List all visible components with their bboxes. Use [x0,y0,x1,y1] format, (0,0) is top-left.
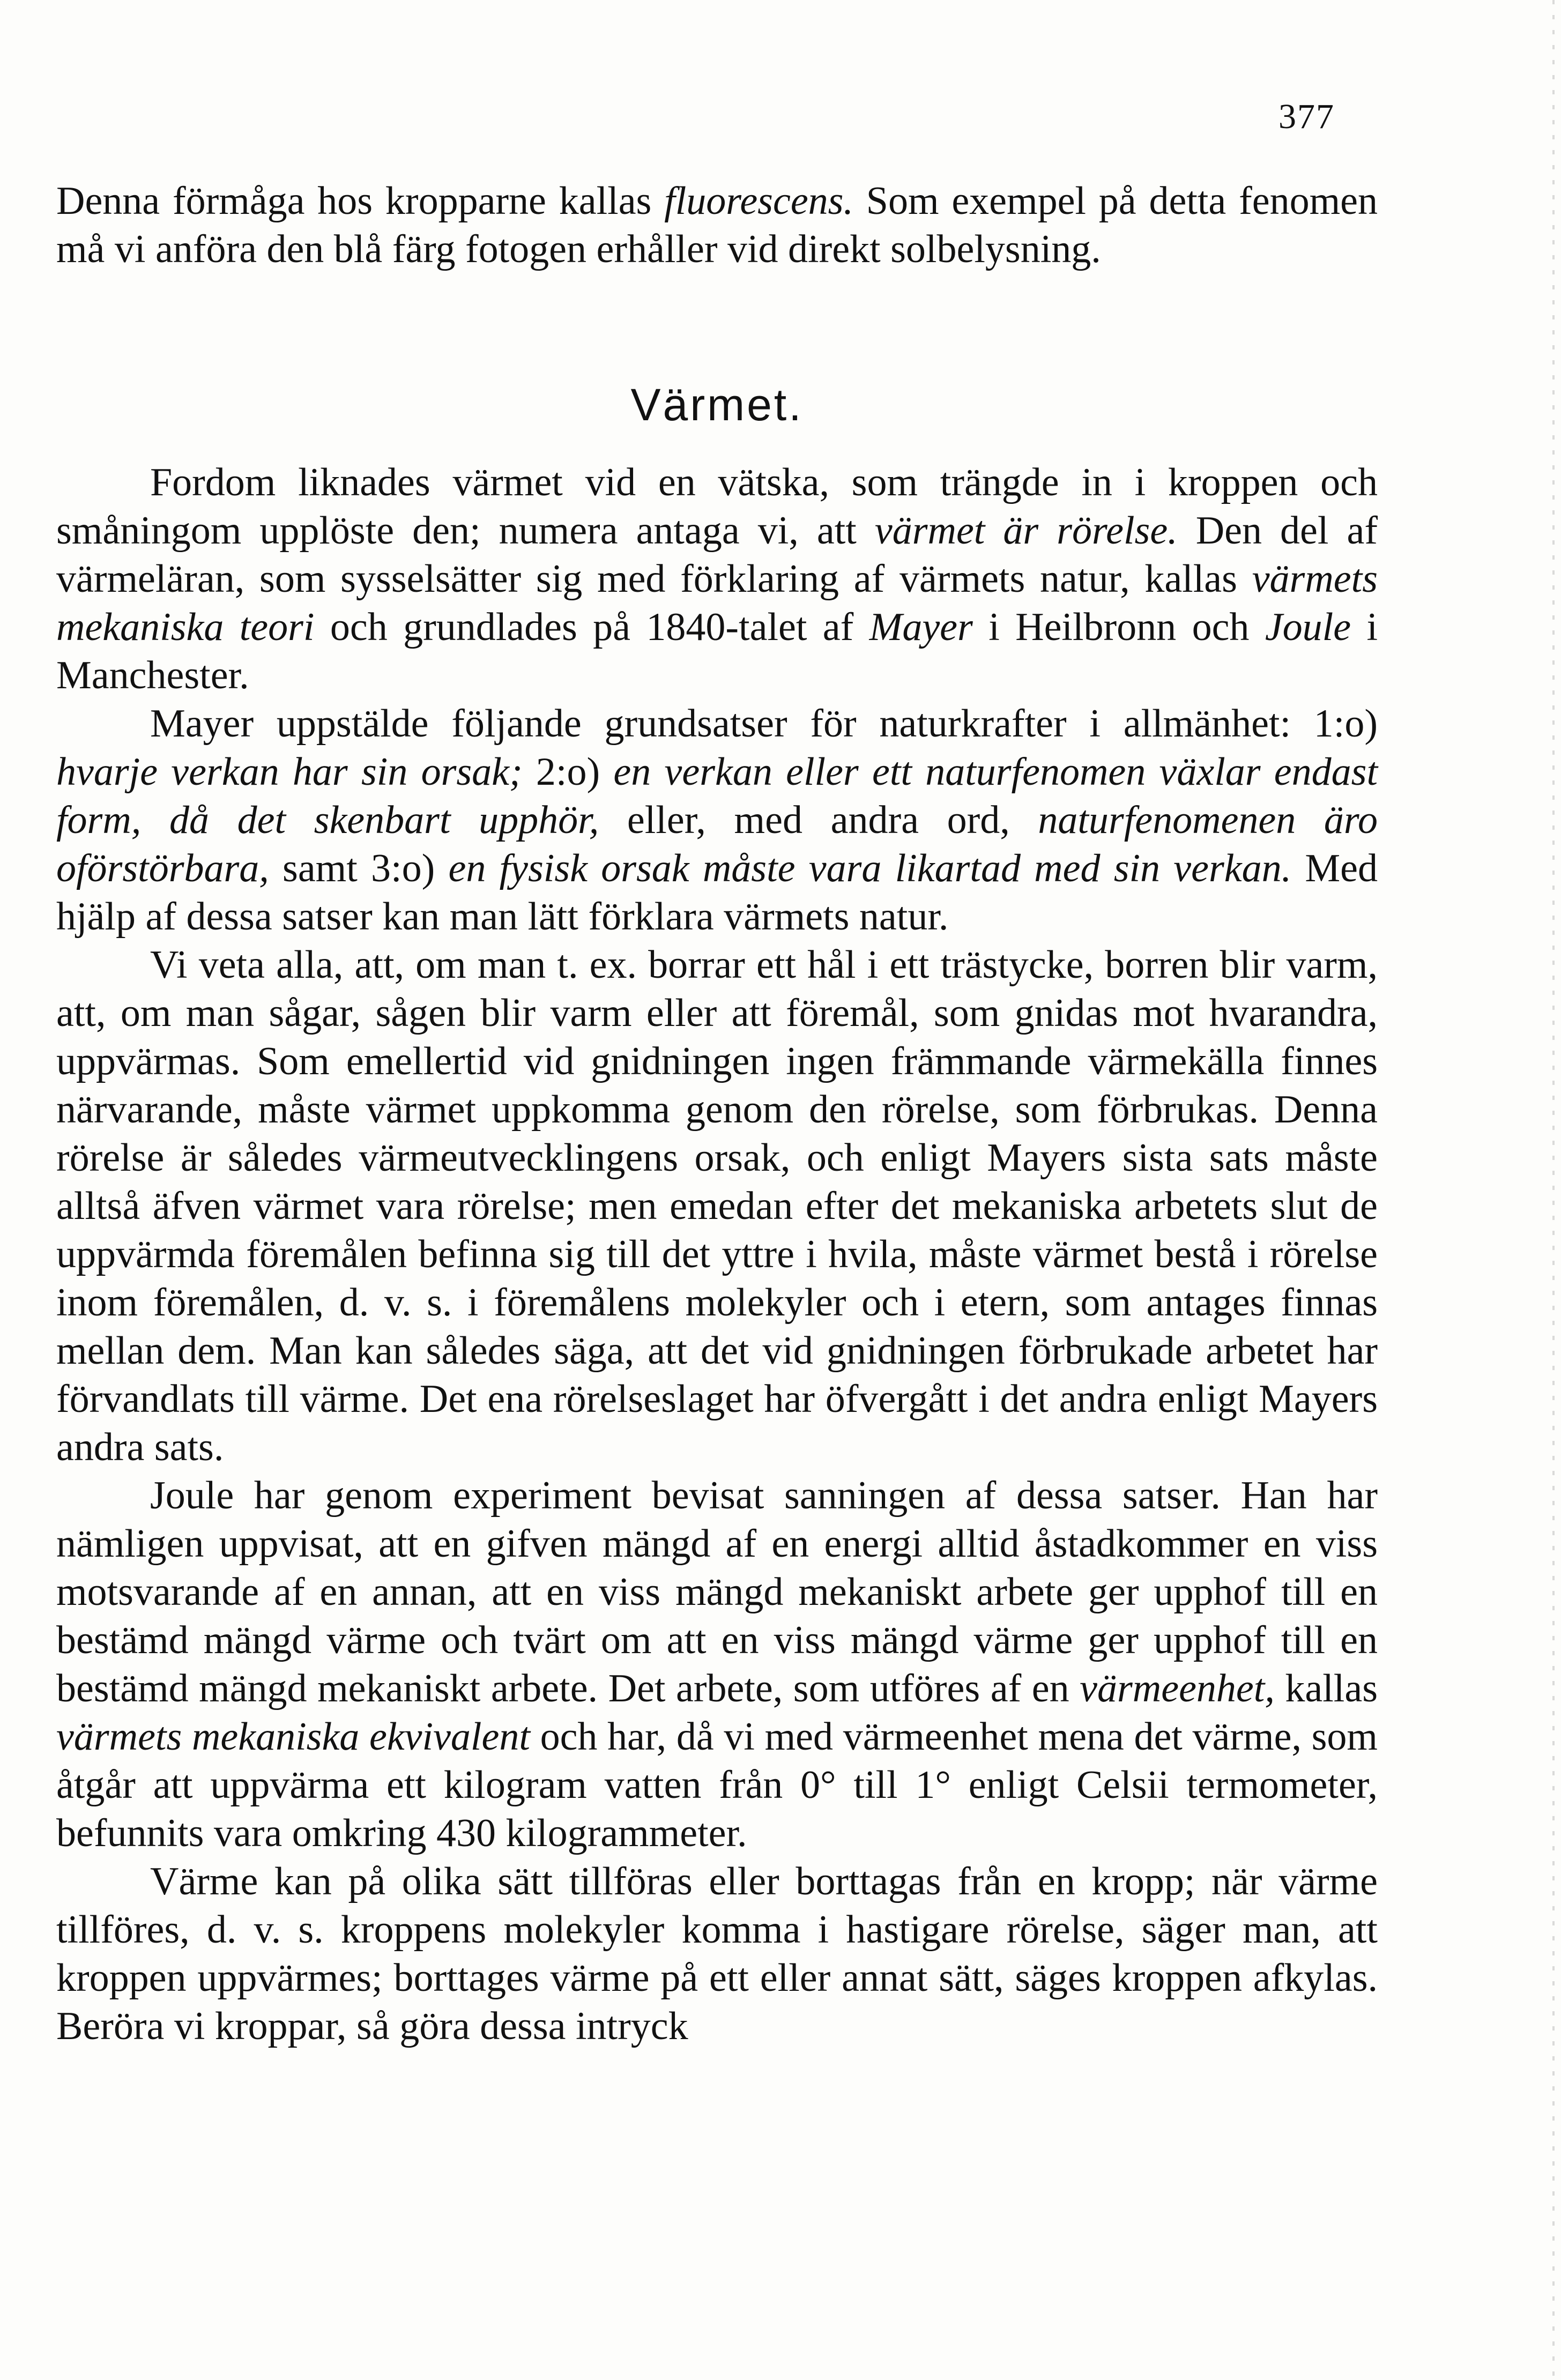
section-heading: Värmet. [630,380,804,430]
italic-principle: hvarje verkan har sin orsak; [56,750,523,794]
paragraph-text: Mayer uppstälde följande grundsatser för naturkrafter i allmänhet: 1:o) [150,702,1378,746]
paragraph-mayer-principles [56,700,1378,941]
paragraph-text: Joule har genom experiment bevisat sanningen af dessa satser. Han har nämligen uppvisat, att en gifven mängd af en energi alltid åstadkommer en viss motsvarande af en annan, att en viss mängd mekaniskt arbete ger upphof till en bestämd mängd värme och tvärt om att en viss mängd värme ger upphof till en bestämd mängd mekaniskt arbete. Det arbete, som utföres af en [56,1474,1378,1710]
page-edge-mark [1552,0,1555,2380]
paragraph-text: kallas [1274,1667,1378,1710]
paragraph-text: eller, med andra ord, [599,798,1038,842]
italic-principle: en verkan eller ett naturfenomen växlar endast form, då det skenbart upphör, [56,750,1378,842]
italic-principle: en fysisk orsak måste vara likartad med sin verkan. [448,846,1292,890]
italic-term: värmets mekaniska teori [56,557,1378,649]
paragraph-text: i Manchester. [56,605,1378,697]
paragraph-joule [56,1471,1378,1857]
paragraph-friction: Vi veta alla, att, om man t. ex. borrar ett hål i ett trästycke, borren blir varm, att, om man sågar, sågen blir varm eller att föremål, som gnidas mot hvarandra, uppvärmas. Som emellertid vid gnidningen ingen främmande värmekälla finnes närvarande, måste värmet uppkomma genom den rörelse, som förbrukas. Denna rörelse är således värmeutvecklingens orsak, och enligt Mayers sista sats måste alltså äfven värmet vara rörelse; men emedan efter det mekaniska arbetets slut de uppvärmda föremålen befinna sig till det yttre i hvila, måste värmet bestå i rörelse inom föremålen, d. v. s. i föremålens molekyler och i etern, som antages finnas mellan dem. Man kan således säga, att det vid gnidningen förbrukade arbetet har förvandlats till värme. Det ena rörelseslaget har öfvergått i det andra enligt Mayers andra sats. [56,943,1378,1469]
page-body [56,177,1378,2050]
italic-term: värmeenhet, [1080,1667,1275,1710]
italic-name: Joule [1265,605,1351,649]
paragraph-heat-transfer: Värme kan på olika sätt tillföras eller borttagas från en kropp; när värme tillföres, d. v. s. kroppens molekyler komma i hastigare rörelse, säger man, att kroppen uppvärmes; borttages värme på ett eller annat sätt, säges kroppen afkylas. Beröra vi kroppar, så göra dessa intryck [56,1860,1378,2048]
paragraph-text: 2:o) [522,750,614,794]
italic-principle: naturfenomenen äro oförstörbara, [56,798,1378,890]
page-number: 377 [1278,97,1335,136]
italic-term: fluorescens. [664,179,853,223]
paragraph-text: Denna förmåga hos kropparne kallas [56,179,665,223]
paragraph-text: Med hjälp af dessa satser kan man lätt förklara värmets natur. [56,846,1378,939]
italic-term: värmets mekaniska ekvivalent [56,1715,530,1759]
paragraph-fluorescens [56,177,1378,273]
paragraph-text: i Heilbronn och [972,605,1265,649]
paragraph-heat-theory [56,458,1378,700]
paragraph-text: samt 3:o) [269,846,449,890]
paragraph-text: Den del af värmeläran, som sysselsätter sig med förklaring af värmets natur, kallas [56,509,1378,601]
paragraph-text: och har, då vi med värmeenhet mena det värme, som åtgår att uppvärma ett kilogram vatten från 0° till 1° enligt Celsii termometer, befunnits vara omkring 430 kilogrammeter. [56,1715,1378,1855]
italic-name: Mayer [869,605,973,649]
paragraph-text: Som exempel på detta fenomen må vi anföra den blå färg fotogen erhåller vid direkt solbelysning. [56,179,1378,271]
paragraph-text: Fordom liknades värmet vid en vätska, som trängde in i kroppen och småningom upplöste den; numera antaga vi, att [56,460,1378,553]
italic-term: värmet är rörelse. [874,509,1178,553]
paragraph-text: och grundlades på 1840-talet af [314,605,869,649]
